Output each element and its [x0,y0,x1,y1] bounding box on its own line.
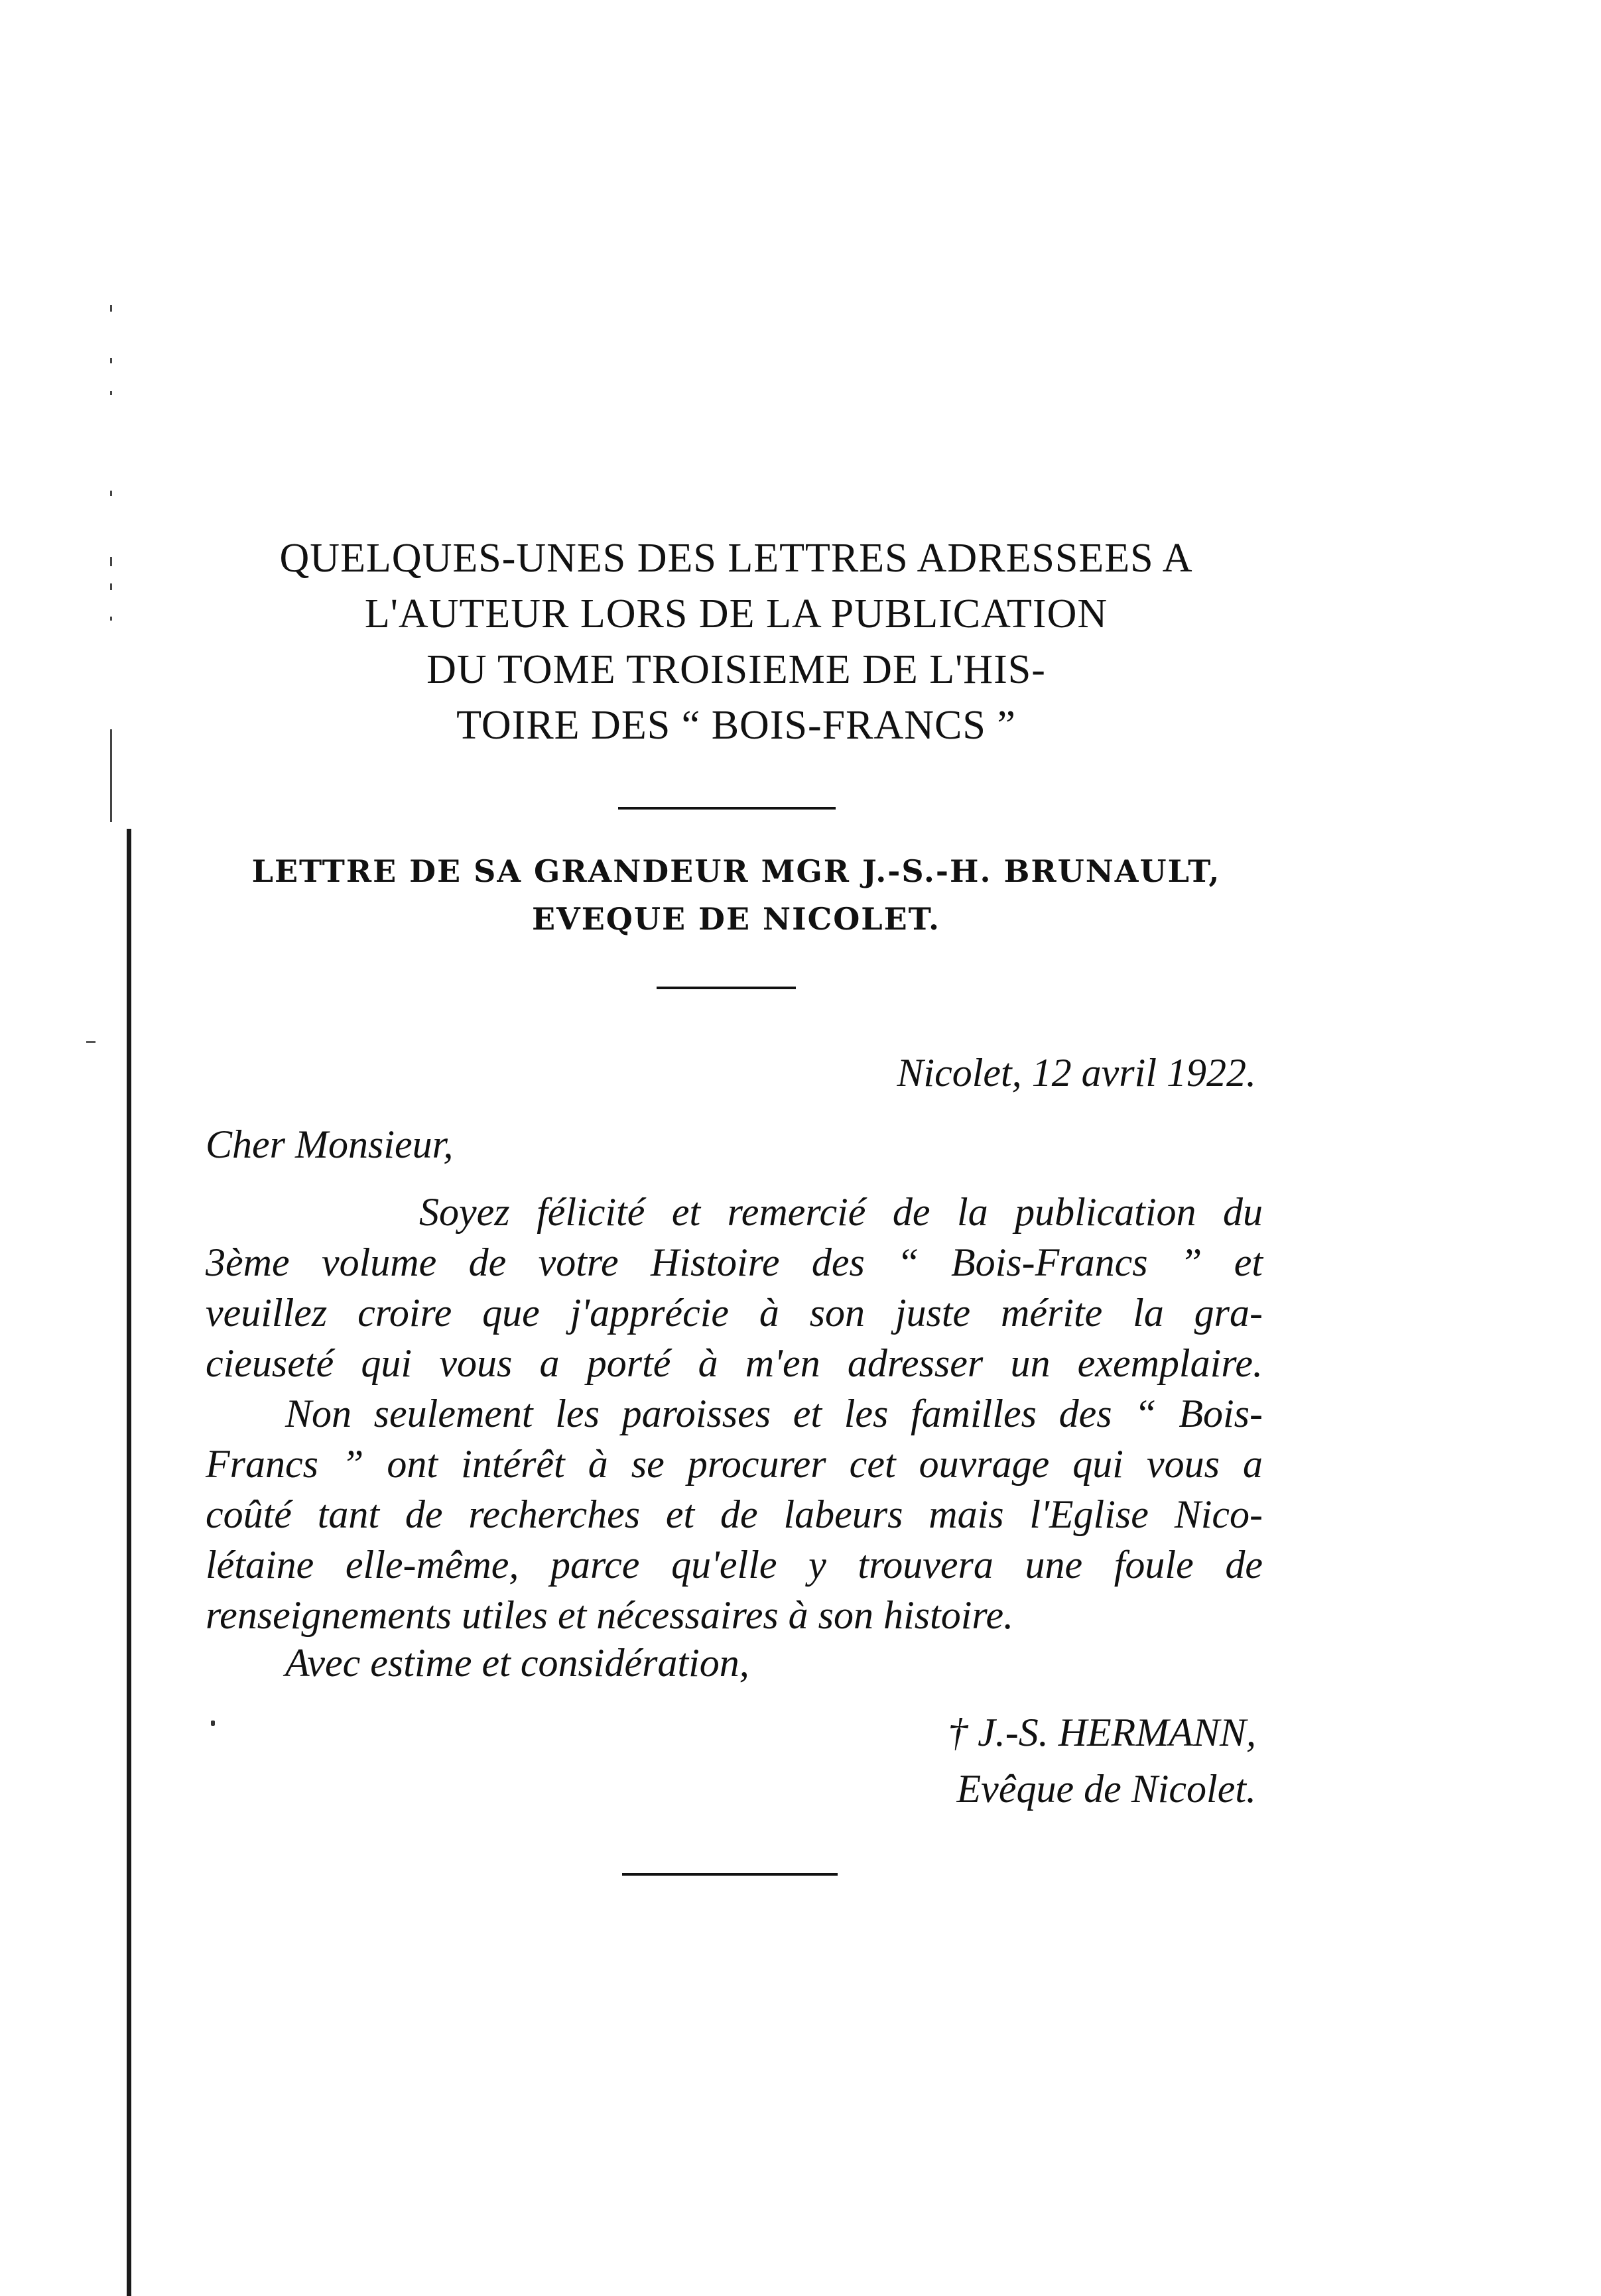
stray-mark [86,1041,96,1043]
letter-heading-line: LETTRE DE SA GRANDEUR MGR J.-S.-H. BRUNAULT, [251,853,1221,889]
heading-line: L'AUTEUR LORS DE LA PUBLICATION [364,591,1108,636]
divider-rule [618,807,836,810]
divider-rule [622,1873,838,1876]
body-line: létaine elle-même, parce qu'elle y trouvera une foule de [206,1543,1263,1587]
letter-body [206,1187,1263,1640]
body-line: Francs ” ont intérêt à se procurer cet ouvrage qui vous a [206,1442,1263,1486]
signature-title: Evêque de Nicolet. [956,1767,1256,1811]
body-line: Soyez félicité et remercié de la publication du [419,1190,1263,1234]
stray-dot [211,1721,215,1726]
heading-line: DU TOME TROISIEME DE L'HIS- [426,647,1046,692]
divider-rule [657,987,796,989]
letter-heading-line: EVEQUE DE NICOLET. [531,901,940,937]
letter-signature: † J.-S. HERMANN, [948,1711,1256,1754]
heading-line: QUELQUES-UNES DES LETTRES ADRESSEES A [279,536,1193,581]
letter-closing: Avec estime et considération, [285,1641,749,1685]
letter-date: Nicolet, 12 avril 1922. [897,1051,1256,1095]
body-line: coûté tant de recherches et de labeurs mais l'Eglise Nico- [206,1492,1263,1536]
letter-salutation: Cher Monsieur, [206,1122,454,1166]
body-line: veuillez croire que j'apprécie à son juste mérite la gra- [206,1291,1263,1335]
body-line: 3ème volume de votre Histoire des “ Bois-Francs ” et [206,1240,1263,1284]
body-line: cieuseté qui vous a porté à m'en adresser un exemplaire. [206,1341,1263,1385]
heading-line: TOIRE DES “ BOIS-FRANCS ” [456,703,1016,748]
body-line: renseignements utiles et nécessaires à son histoire. [206,1593,1014,1637]
section-heading [199,530,1273,753]
page-edge-line [127,829,131,2296]
letter-heading [199,847,1273,943]
page-edge-marks [106,305,119,835]
body-line: Non seulement les paroisses et les familles des “ Bois- [285,1392,1263,1435]
